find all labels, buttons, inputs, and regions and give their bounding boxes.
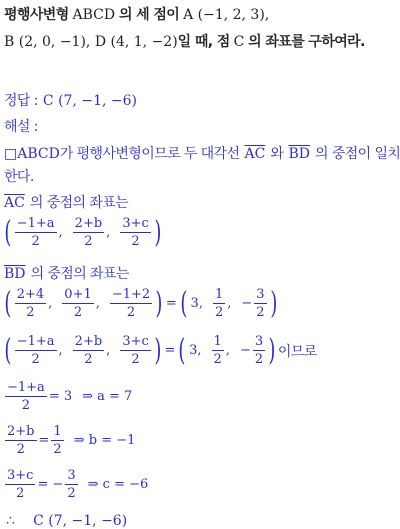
segment-ac: $\overline{AC}$ <box>4 195 25 211</box>
therefore-symbol: ∴ <box>6 513 15 529</box>
question-text: 의 좌표를 구하여라. <box>248 34 365 50</box>
ac-midpoint-expression: ( $\frac{-1+a}{2}$ , $\frac{2+b}{2}$ , $\frac{3+c}{2}$ ) <box>4 214 162 250</box>
fraction: $\frac{1}{2}$ <box>53 424 62 457</box>
left-paren: ( <box>4 285 12 321</box>
answer-line <box>4 90 137 110</box>
question-math: A (−1, 2, 3), <box>183 7 270 23</box>
fraction: $\frac{2+b}{2}$ <box>74 216 103 249</box>
left-paren: ( <box>180 285 188 321</box>
fraction: $\frac{1}{2}$ <box>213 334 222 367</box>
right-paren: ) <box>155 285 163 321</box>
fraction: $\frac{-1+2}{2}$ <box>111 287 151 320</box>
equals-sign: = <box>38 433 50 448</box>
right-paren: ) <box>268 332 276 368</box>
fraction: $\frac{-1+a}{2}$ <box>16 334 55 367</box>
right-paren: ) <box>154 214 162 250</box>
fraction: $\frac{3+c}{2}$ <box>122 216 149 249</box>
question-line-2 <box>4 31 365 51</box>
bd-midpoint-expression: ( $\frac{2+4}{2}$ , $\frac{0+1}{2}$ , $\frac{-1+2}{2}$ ) = ( 3, $\frac{1}{2}$ , − $\frac{3}{2}$ ) <box>4 285 277 321</box>
question-math: C <box>233 34 245 50</box>
equation-c <box>4 468 149 501</box>
equals-minus-sign: = − <box>37 477 64 492</box>
equation-rhs: = 3 <box>48 389 73 404</box>
left-paren: ( <box>4 214 12 250</box>
equation-b <box>4 424 136 457</box>
solution-text: 의 중점의 좌표는 <box>30 266 129 282</box>
solution-text: 이므로 <box>277 343 317 360</box>
midpoint-equality: ( $\frac{-1+a}{2}$ , $\frac{2+b}{2}$ , $\frac{3+c}{2}$ ) = ( 3, $\frac{1}{2}$ , − $\frac{3}{2}$ ) 이므로 <box>4 332 317 368</box>
bd-midpoint-title <box>4 263 129 283</box>
right-paren: ) <box>154 332 162 368</box>
fraction: $\frac{2+b}{2}$ <box>7 424 35 457</box>
solution-text: 와 <box>270 146 284 162</box>
minus-sign: − <box>241 296 253 311</box>
final-coordinates: C (7, −1, −6) <box>33 513 128 529</box>
left-paren: ( <box>178 332 186 368</box>
solution-text: 가 평행사변형이므로 두 대각선 <box>59 146 240 162</box>
parallelogram-symbol: □ABCD <box>4 146 60 162</box>
fraction: $\frac{3}{2}$ <box>256 287 265 320</box>
question-text: 평행사변형 <box>4 7 69 23</box>
equation-result: ⇒ a = 7 <box>82 389 133 404</box>
solution-intro-line-1 <box>4 143 400 163</box>
fraction: $\frac{3+c}{2}$ <box>7 468 34 501</box>
fraction: $\frac{-1+a}{2}$ <box>16 216 55 249</box>
solution-text: 의 중점의 좌표는 <box>29 195 129 211</box>
fraction: $\frac{2+4}{2}$ <box>16 287 45 320</box>
solution-text: 의 중점이 일치 <box>315 146 400 162</box>
question-math: B (2, 0, −1), D (4, 1, −2) <box>4 34 178 50</box>
final-answer <box>6 510 127 529</box>
fraction: $\frac{2+b}{2}$ <box>74 334 103 367</box>
left-paren: ( <box>4 332 12 368</box>
segment-bd: $\overline{BD}$ <box>288 146 310 162</box>
equation-a <box>4 380 133 413</box>
answer-value: C (7, −1, −6) <box>42 93 137 109</box>
question-math: ABCD <box>72 7 116 23</box>
fraction: $\frac{0+1}{2}$ <box>64 287 92 320</box>
fraction: $\frac{3+c}{2}$ <box>122 334 149 367</box>
question-line-1 <box>4 4 269 24</box>
solution-intro-line-2: 한다. <box>4 169 34 185</box>
equation-result: ⇒ c = −6 <box>87 477 149 492</box>
fraction: $\frac{3}{2}$ <box>254 334 264 367</box>
question-text: 일 때, 점 <box>177 34 230 50</box>
segment-ac: $\overline{AC}$ <box>244 146 266 162</box>
ac-midpoint-title <box>4 192 128 212</box>
value: 3, <box>189 343 202 358</box>
fraction: $\frac{3}{2}$ <box>67 468 76 501</box>
minus-sign: − <box>239 343 251 358</box>
answer-label: 정답 : <box>4 93 38 109</box>
fraction: $\frac{1}{2}$ <box>214 287 224 320</box>
segment-bd: $\overline{BD}$ <box>4 266 26 282</box>
fraction: $\frac{-1+a}{2}$ <box>7 380 45 413</box>
solution-label: 해설 : <box>4 119 38 135</box>
value: 3, <box>190 296 203 311</box>
right-paren: ) <box>269 285 277 321</box>
equation-result: ⇒ b = −1 <box>73 433 136 448</box>
question-text: 의 세 점이 <box>118 7 180 23</box>
